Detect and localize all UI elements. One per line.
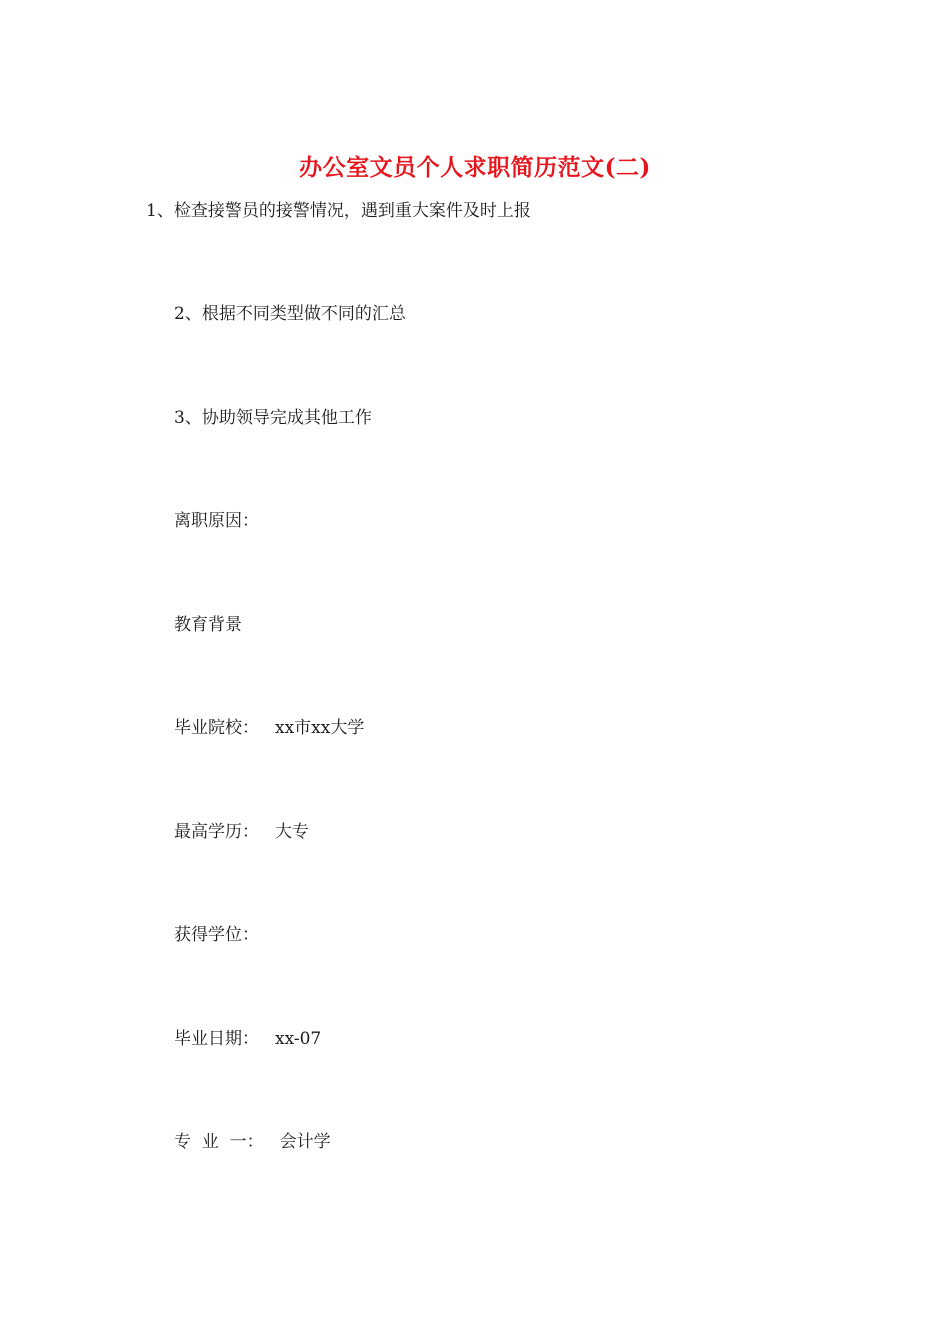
graduate-school-row: [174, 716, 364, 740]
graduation-date-value: xx-07: [275, 1029, 322, 1049]
graduation-date-label: 毕业日期：: [174, 1029, 259, 1049]
highest-degree-value: 大专: [275, 822, 309, 842]
graduate-school-value: xx市xx大学: [275, 718, 365, 738]
major-label: 专 业 一：: [174, 1132, 264, 1152]
graduate-school-label: 毕业院校：: [174, 718, 259, 738]
education-heading: 教育背景: [174, 615, 242, 635]
document-title: 办公室文员个人求职简历范文(二): [299, 154, 651, 181]
highest-degree-row: [174, 820, 309, 844]
highest-degree-label: 最高学历：: [174, 822, 259, 842]
major-value: 会计学: [279, 1132, 331, 1152]
duty-item-3: 3、协助领导完成其他工作: [174, 408, 372, 428]
degree-obtained-label: 获得学位：: [174, 925, 259, 945]
degree-obtained-row: [174, 923, 275, 947]
leave-reason-label: 离职原因：: [174, 511, 259, 531]
duty-item-2: 2、根据不同类型做不同的汇总: [174, 304, 406, 324]
graduation-date-row: [174, 1027, 321, 1051]
major-row: [174, 1130, 331, 1154]
duty-item-1: 1、检查接警员的接警情况，遇到重大案件及时上报: [146, 201, 531, 221]
